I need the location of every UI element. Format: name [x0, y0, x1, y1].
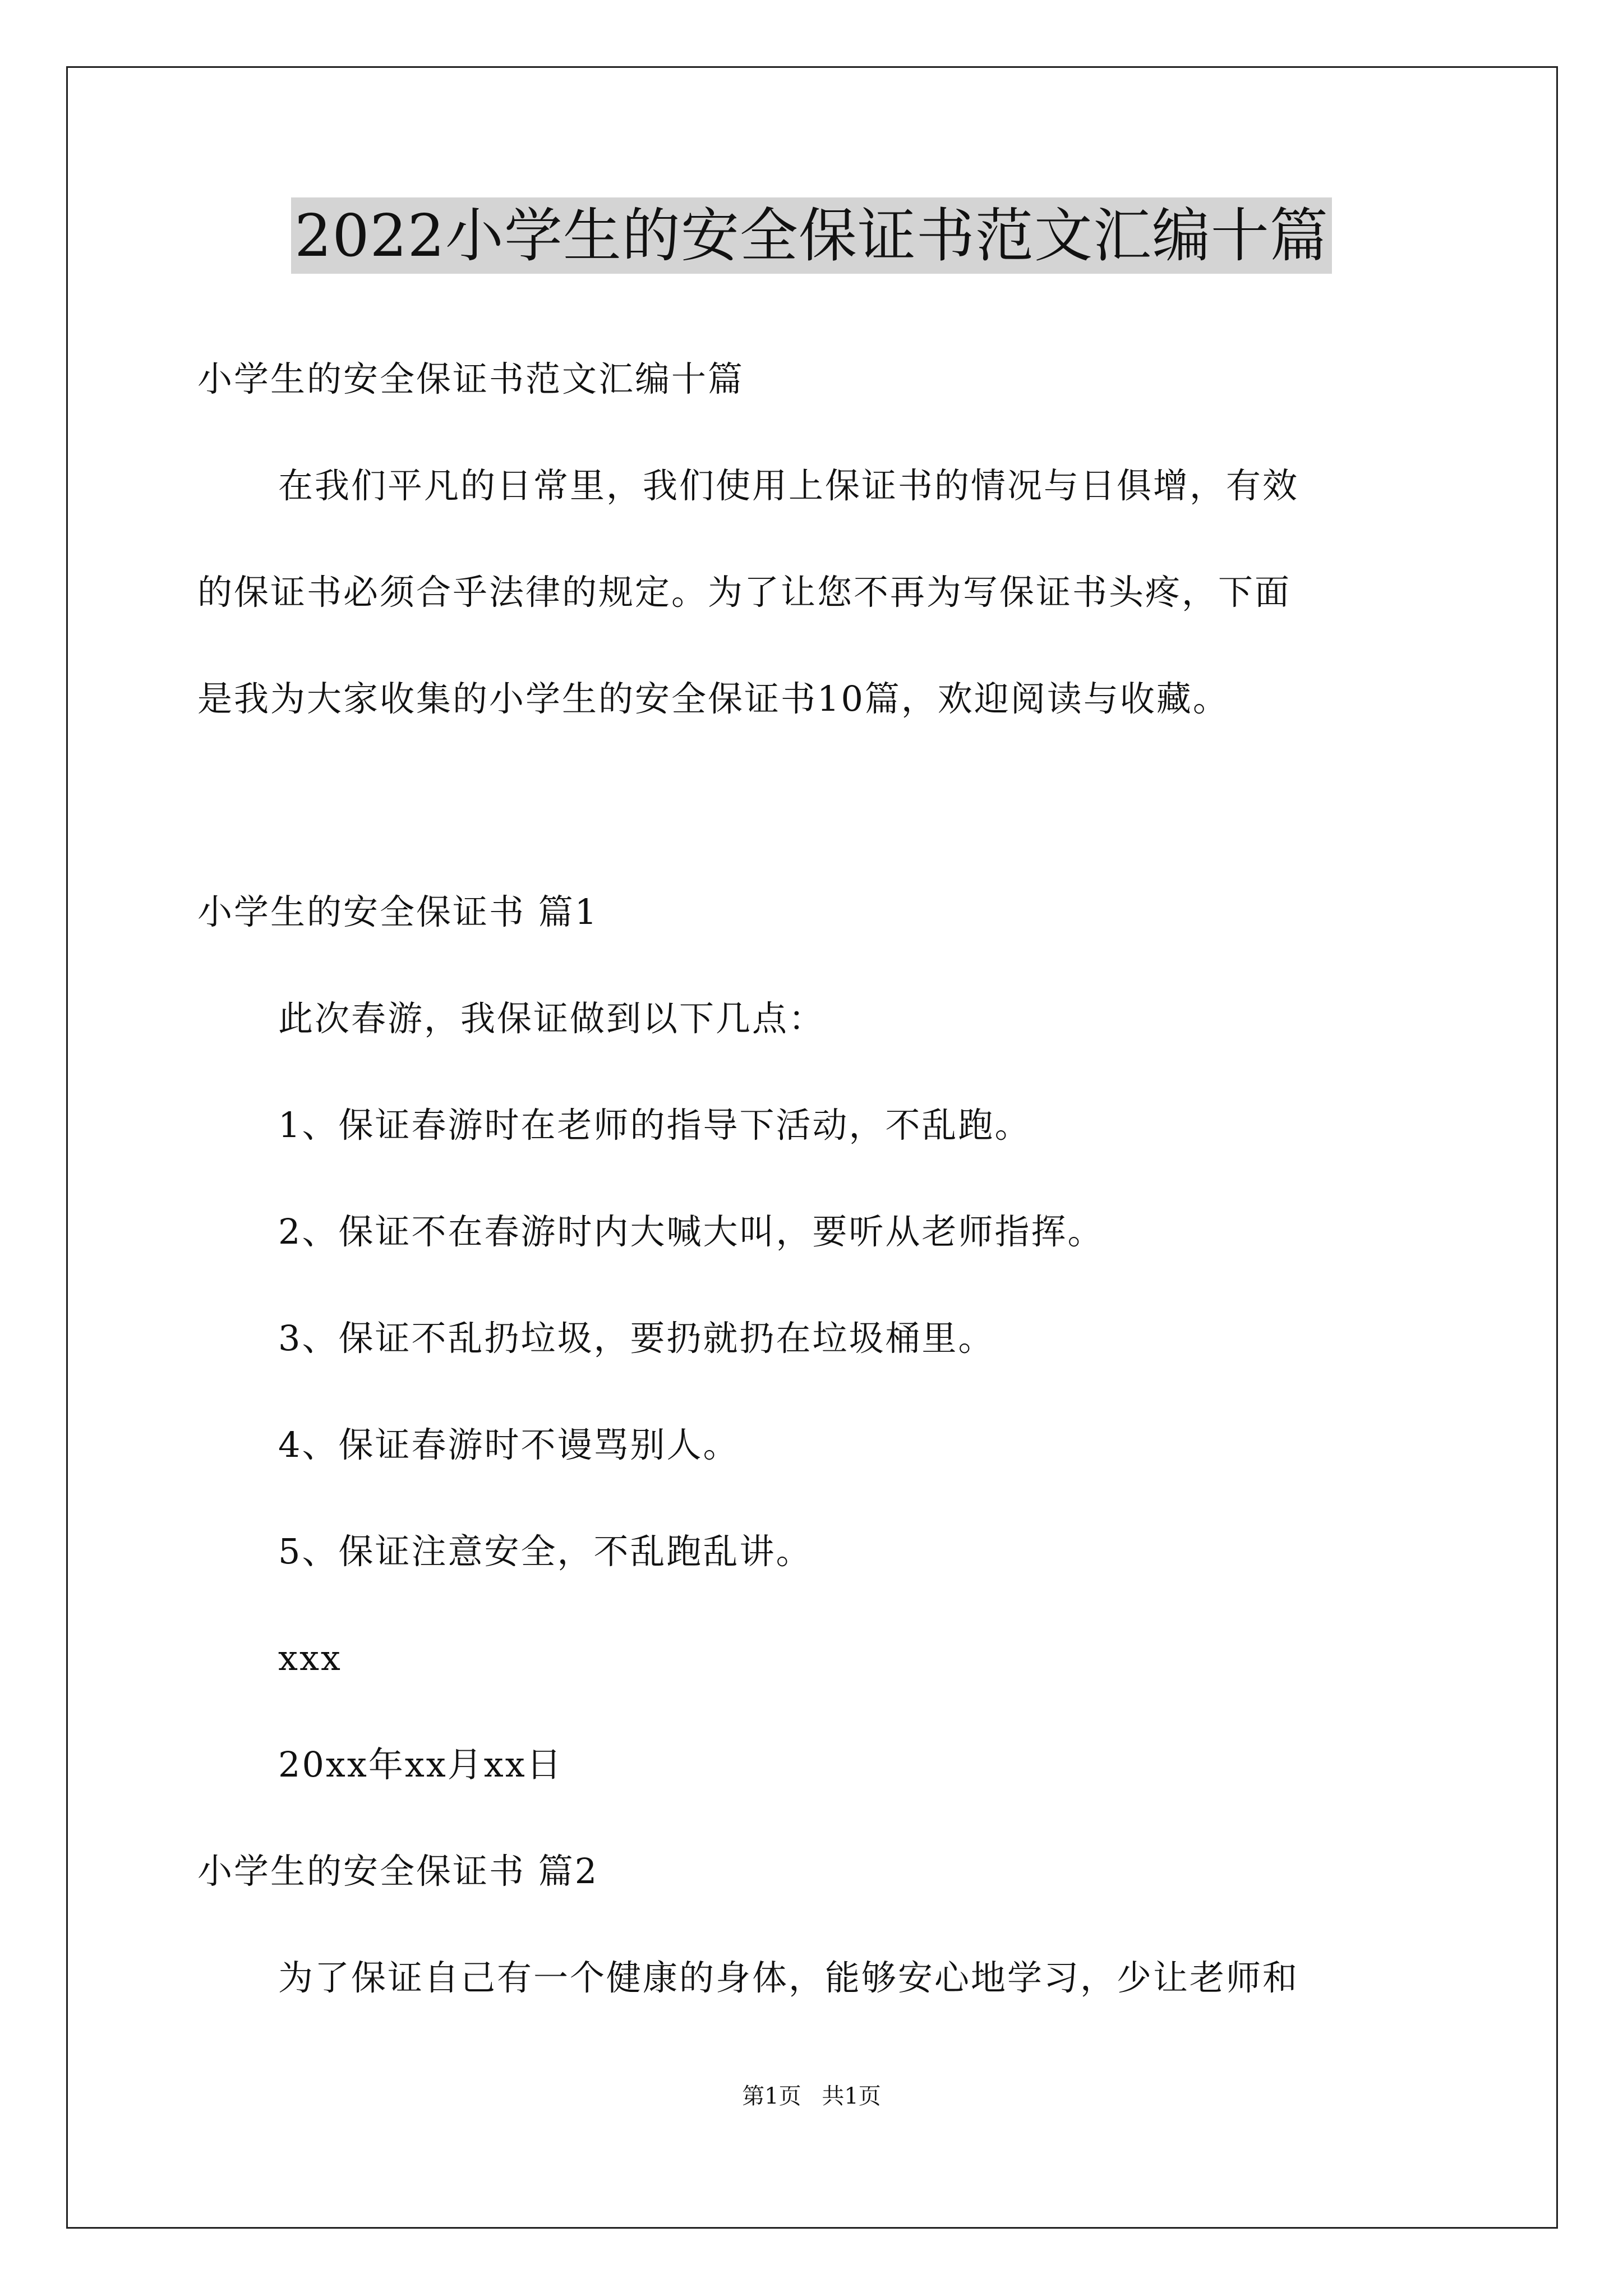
body-line: 为了保证自己有一个健康的身体，能够安心地学习，少让老师和 [278, 1957, 1299, 1998]
list-item: 1、保证春游时在老师的指导下活动，不乱跑。 [278, 1105, 1031, 1145]
section-heading: 小学生的安全保证书 篇2 [197, 1851, 599, 1892]
list-item: 3、保证不乱扔垃圾，要扔就扔在垃圾桶里。 [278, 1318, 995, 1359]
subtitle-line: 小学生的安全保证书范文汇编十篇 [197, 358, 745, 399]
page-footer [0, 2082, 1623, 2110]
body-line: 的保证书必须合乎法律的规定。为了让您不再为写保证书头疼，下面 [197, 572, 1292, 613]
document-title: 2022小学生的安全保证书范文汇编十篇 [291, 197, 1332, 274]
page-number: 第1页 [742, 2083, 801, 2109]
body-line: 是我为大家收集的小学生的安全保证书10篇，欢迎阅读与收藏。 [197, 678, 1229, 719]
section-heading: 小学生的安全保证书 篇1 [197, 891, 599, 932]
body-line: 此次春游，我保证做到以下几点： [278, 998, 826, 1039]
page-total: 共1页 [822, 2083, 881, 2109]
signature-date: 20xx年xx月xx日 [278, 1744, 563, 1785]
signature-name: xxx [278, 1637, 342, 1678]
list-item: 4、保证春游时不谩骂别人。 [278, 1424, 740, 1465]
list-item: 5、保证注意安全，不乱跑乱讲。 [278, 1531, 813, 1572]
body-line: 在我们平凡的日常里，我们使用上保证书的情况与日俱增，有效 [278, 465, 1299, 506]
list-item: 2、保证不在春游时内大喊大叫，要听从老师指挥。 [278, 1211, 1104, 1252]
title-container [0, 197, 1623, 274]
